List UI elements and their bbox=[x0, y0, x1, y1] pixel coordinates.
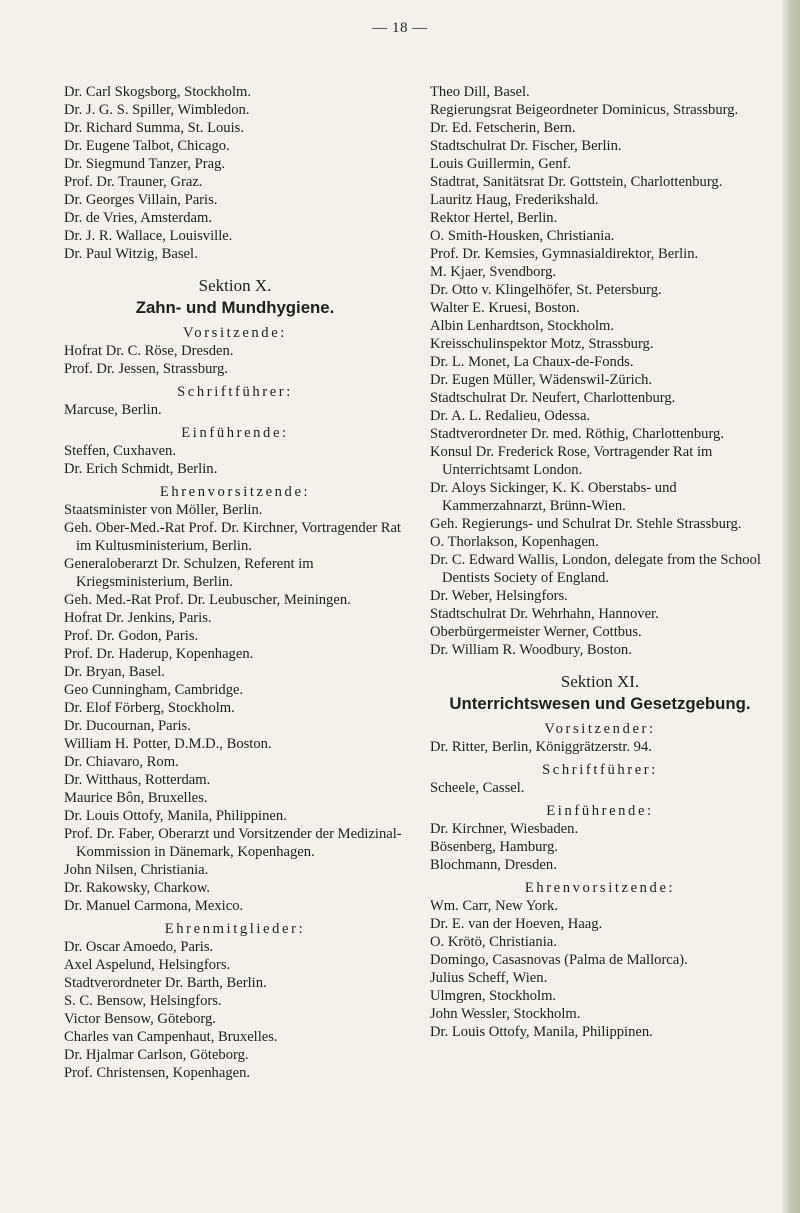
entry: Dr. Richard Summa, St. Louis. bbox=[64, 120, 244, 136]
entry: Hofrat Dr. C. Röse, Dresden. bbox=[64, 343, 234, 359]
entry: Dr. Bryan, Basel. bbox=[64, 664, 165, 680]
entry: O. Krötö, Christiania. bbox=[430, 934, 557, 950]
entry: Dr. A. L. Redalieu, Odessa. bbox=[430, 408, 591, 424]
entry: Dr. Erich Schmidt, Berlin. bbox=[64, 461, 218, 477]
entry: Dr. Ed. Fetscherin, Bern. bbox=[430, 120, 576, 136]
entry: Dr. Georges Villain, Paris. bbox=[64, 192, 218, 208]
entry: Dr. Eugene Talbot, Chicago. bbox=[64, 138, 230, 154]
entry: Rektor Hertel, Berlin. bbox=[430, 210, 558, 226]
entry: Generaloberarzt Dr. Schulzen, Referent im Kriegsministerium, Berlin. bbox=[64, 556, 314, 590]
entry: John Nilsen, Christiania. bbox=[64, 862, 209, 878]
role-heading: Einführende: bbox=[546, 803, 654, 819]
entry: Dr. Weber, Helsingfors. bbox=[430, 588, 568, 604]
section-heading: Unterrichtswesen und Gesetzgebung. bbox=[449, 694, 751, 713]
entry: Regierungsrat Beigeordneter Dominicus, Strassburg. bbox=[430, 102, 739, 118]
entry: Prof. Christensen, Kopenhagen. bbox=[64, 1065, 251, 1081]
entry: Ulmgren, Stockholm. bbox=[430, 988, 557, 1004]
entry: Dr. Elof Förberg, Stockholm. bbox=[64, 700, 235, 716]
entry: Wm. Carr, New York. bbox=[430, 898, 558, 914]
entry: O. Thorlakson, Kopenhagen. bbox=[430, 534, 599, 550]
entry: S. C. Bensow, Helsingfors. bbox=[64, 993, 222, 1009]
entry: Dr. Siegmund Tanzer, Prag. bbox=[64, 156, 226, 172]
entry: Dr. Eugen Müller, Wädenswil-Zürich. bbox=[430, 372, 653, 388]
entry: Dr. Carl Skogsborg, Stockholm. bbox=[64, 84, 252, 100]
role-heading: Vorsitzender: bbox=[544, 721, 656, 737]
entry: Steffen, Cuxhaven. bbox=[64, 443, 176, 459]
entry: Domingo, Casasnovas (Palma de Mallorca). bbox=[430, 952, 688, 968]
entry: Konsul Dr. Frederick Rose, Vortragender Rat im Unterrichtsamt London. bbox=[430, 444, 713, 478]
entry: Prof. Dr. Godon, Paris. bbox=[64, 628, 199, 644]
entry: Dr. J. G. S. Spiller, Wimbledon. bbox=[64, 102, 250, 118]
entry: Stadtverordneter Dr. Barth, Berlin. bbox=[64, 975, 267, 991]
entry: Dr. Witthaus, Rotterdam. bbox=[64, 772, 211, 788]
entry: Prof. Dr. Faber, Oberarzt und Vorsitzender der Medizinal-Kommission in Dänemark, Kopenhagen. bbox=[64, 826, 402, 860]
entry: Dr. Aloys Sickinger, K. K. Oberstabs- und Kammerzahnarzt, Brünn-Wien. bbox=[430, 480, 677, 514]
entry: M. Kjaer, Svendborg. bbox=[430, 264, 557, 280]
entry: Dr. Oscar Amoedo, Paris. bbox=[64, 939, 214, 955]
page-number: — 18 — bbox=[372, 20, 428, 36]
entry: Marcuse, Berlin. bbox=[64, 402, 162, 418]
entry: William H. Potter, D.M.D., Boston. bbox=[64, 736, 272, 752]
entry: Staatsminister von Möller, Berlin. bbox=[64, 502, 263, 518]
entry: Geh. Ober-Med.-Rat Prof. Dr. Kirchner, Vortragender Rat im Kultusministerium, Berlin. bbox=[64, 520, 401, 554]
section-heading: Zahn- und Mundhygiene. bbox=[135, 298, 335, 317]
section-title: Sektion XI. bbox=[560, 672, 640, 691]
entry: Kreisschulinspektor Motz, Strassburg. bbox=[430, 336, 654, 352]
entry: Hofrat Dr. Jenkins, Paris. bbox=[64, 610, 212, 626]
entry: Dr. L. Monet, La Chaux-de-Fonds. bbox=[430, 354, 634, 370]
entry: Prof. Dr. Jessen, Strassburg. bbox=[64, 361, 228, 377]
entry: Scheele, Cassel. bbox=[430, 780, 525, 796]
entry: Dr. William R. Woodbury, Boston. bbox=[430, 642, 632, 658]
entry: Dr. Louis Ottofy, Manila, Philippinen. bbox=[64, 808, 287, 824]
role-heading: Ehrenvorsitzende: bbox=[159, 484, 311, 500]
role-heading: Schriftführer: bbox=[542, 762, 658, 778]
role-heading: Schriftführer: bbox=[177, 384, 293, 400]
entry: Maurice Bôn, Bruxelles. bbox=[64, 790, 208, 806]
entry: Geh. Regierungs- und Schulrat Dr. Stehle Strassburg. bbox=[430, 516, 742, 532]
entry: Julius Scheff, Wien. bbox=[430, 970, 548, 986]
entry: Louis Guillermin, Genf. bbox=[430, 156, 572, 172]
role-heading: Vorsitzende: bbox=[183, 325, 287, 341]
entry: Dr. Chiavaro, Rom. bbox=[64, 754, 179, 770]
role-heading: Ehrenmitglieder: bbox=[164, 921, 306, 937]
entry: Dr. Ritter, Berlin, Königgrätzerstr. 94. bbox=[430, 739, 652, 755]
entry: Prof. Dr. Kemsies, Gymnasialdirektor, Berlin. bbox=[430, 246, 699, 262]
entry: Dr. Otto v. Klingelhöfer, St. Petersburg. bbox=[430, 282, 662, 298]
entry: Dr. Paul Witzig, Basel. bbox=[64, 246, 198, 262]
role-heading: Ehrenvorsitzende: bbox=[524, 880, 676, 896]
entry: Charles van Campenhaut, Bruxelles. bbox=[64, 1029, 278, 1045]
entry: O. Smith-Housken, Christiania. bbox=[430, 228, 615, 244]
entry: Dr. Kirchner, Wiesbaden. bbox=[430, 821, 579, 837]
entry: Dr. C. Edward Wallis, London, delegate from the School Dentists Society of England. bbox=[430, 552, 761, 586]
role-heading: Einführende: bbox=[181, 425, 289, 441]
entry: Geh. Med.-Rat Prof. Dr. Leubuscher, Meiningen. bbox=[64, 592, 351, 608]
right-column bbox=[430, 83, 770, 1041]
entry: Dr. Hjalmar Carlson, Göteborg. bbox=[64, 1047, 249, 1063]
entry: Blochmann, Dresden. bbox=[430, 857, 557, 873]
left-column bbox=[64, 83, 406, 1082]
entry: Dr. de Vries, Amsterdam. bbox=[64, 210, 213, 226]
entry: Stadtschulrat Dr. Neufert, Charlottenburg. bbox=[430, 390, 676, 406]
entry: Stadtschulrat Dr. Wehrhahn, Hannover. bbox=[430, 606, 659, 622]
entry: Dr. J. R. Wallace, Louisville. bbox=[64, 228, 233, 244]
entry: Prof. Dr. Trauner, Graz. bbox=[64, 174, 203, 190]
entry: Stadtschulrat Dr. Fischer, Berlin. bbox=[430, 138, 622, 154]
entry: Bösenberg, Hamburg. bbox=[430, 839, 558, 855]
entry: Dr. E. van der Hoeven, Haag. bbox=[430, 916, 603, 932]
entry: Dr. Ducournan, Paris. bbox=[64, 718, 191, 734]
page-edge bbox=[782, 0, 800, 1213]
entry: Dr. Rakowsky, Charkow. bbox=[64, 880, 211, 896]
entry: Walter E. Kruesi, Boston. bbox=[430, 300, 580, 316]
entry: Dr. Louis Ottofy, Manila, Philippinen. bbox=[430, 1024, 653, 1040]
entry: Prof. Dr. Haderup, Kopenhagen. bbox=[64, 646, 254, 662]
entry: Albin Lenhardtson, Stockholm. bbox=[430, 318, 615, 334]
entry: Victor Bensow, Göteborg. bbox=[64, 1011, 216, 1027]
entry: Geo Cunningham, Cambridge. bbox=[64, 682, 244, 698]
section-title: Sektion X. bbox=[198, 276, 272, 295]
entry: Oberbürgermeister Werner, Cottbus. bbox=[430, 624, 642, 640]
entry: Axel Aspelund, Helsingfors. bbox=[64, 957, 231, 973]
entry: Stadtverordneter Dr. med. Röthig, Charlottenburg. bbox=[430, 426, 724, 442]
entry: John Wessler, Stockholm. bbox=[430, 1006, 581, 1022]
entry: Theo Dill, Basel. bbox=[430, 84, 530, 100]
entry: Dr. Manuel Carmona, Mexico. bbox=[64, 898, 244, 914]
entry: Lauritz Haug, Frederikshald. bbox=[430, 192, 599, 208]
entry: Stadtrat, Sanitätsrat Dr. Gottstein, Charlottenburg. bbox=[430, 174, 723, 190]
